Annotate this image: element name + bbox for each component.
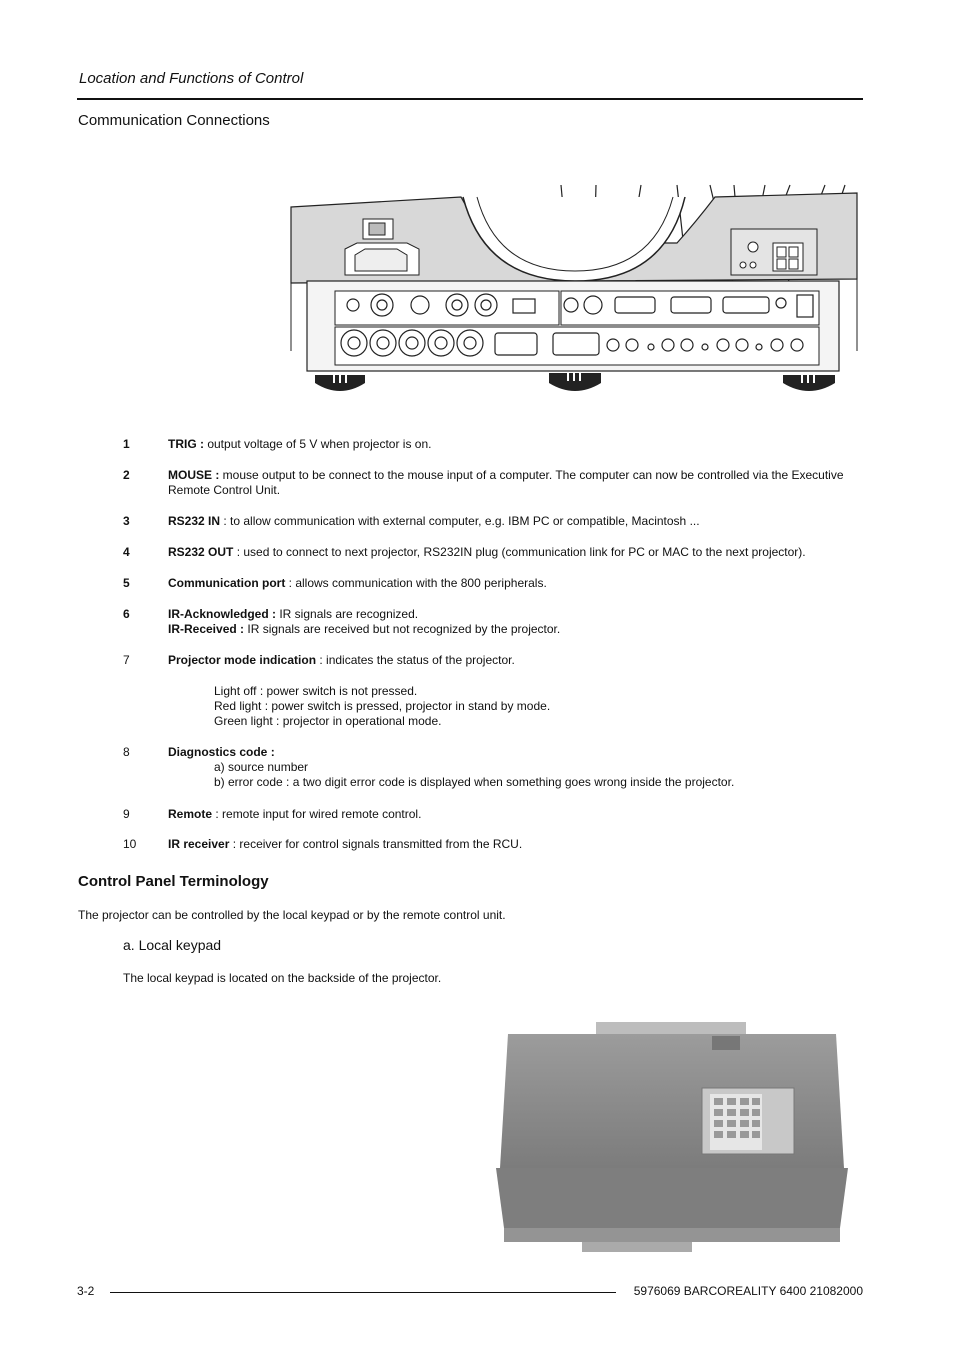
item-text: output voltage of 5 V when projector is on. (204, 437, 432, 451)
header-rule (77, 98, 863, 100)
list-item-mouse (123, 468, 863, 498)
page-number: 3-2 (77, 1284, 95, 1298)
item-text-2: IR signals are received but not recognized by the projector. (244, 622, 561, 636)
list-item-projector-mode (123, 653, 863, 729)
projector-keypad-photo (492, 1018, 852, 1264)
list-item-diagnostics (123, 745, 863, 790)
item-label: RS232 OUT (168, 545, 234, 559)
item-number: 3 (123, 514, 130, 528)
item-label: Communication port (168, 576, 286, 590)
item-number: 4 (123, 545, 130, 559)
item-text: : allows communication with the 800 peripherals. (285, 576, 547, 590)
item-number: 1 (123, 437, 130, 451)
item-text: mouse output to be connect to the mouse input of a computer. The computer can now be controlled via the Executive Remote Control Unit. (168, 468, 844, 497)
item-text: : to allow communication with external computer, e.g. IBM PC or compatible, Macintosh ... (220, 514, 700, 528)
header-title: Location and Functions of Control (79, 70, 304, 87)
sub-line: Green light : projector in operational mode. (214, 714, 442, 728)
item-text: IR signals are recognized. (276, 607, 419, 621)
local-keypad-text: The local keypad is located on the backside of the projector. (123, 971, 442, 985)
sub-line: Red light : power switch is pressed, projector in stand by mode. (214, 699, 551, 713)
item-text: : used to connect to next projector, RS232IN plug (communication link for PC or MAC to the next projector). (233, 545, 806, 559)
item-number: 9 (123, 807, 130, 821)
item-label-2: IR-Received : (168, 622, 245, 636)
item-label: RS232 IN (168, 514, 221, 528)
list-item-trig (123, 437, 863, 452)
item-label: IR receiver (168, 837, 230, 851)
sub-line: a) source number (214, 760, 309, 774)
control-panel-heading: Control Panel Terminology (78, 873, 269, 890)
item-text: : indicates the status of the projector. (316, 653, 515, 667)
item-number: 8 (123, 745, 130, 759)
item-label: Projector mode indication (168, 653, 317, 667)
item-number: 7 (123, 653, 130, 667)
item-label: MOUSE : (168, 468, 220, 482)
item-number: 10 (123, 837, 137, 851)
projector-rear-diagram (285, 183, 865, 405)
list-item-rs232-out (123, 545, 863, 560)
list-item-remote (123, 807, 863, 822)
list-item-ir-receiver (123, 837, 863, 852)
document-id: 5976069 BARCOREALITY 6400 21082000 (633, 1284, 863, 1298)
item-text: : receiver for control signals transmitted from the RCU. (229, 837, 523, 851)
list-item-communication-port (123, 576, 863, 591)
section-title: Communication Connections (78, 112, 270, 129)
item-label: IR-Acknowledged : (168, 607, 277, 621)
list-item-ir-status (123, 607, 863, 637)
sub-line: Light off : power switch is not pressed. (214, 684, 418, 698)
control-panel-intro: The projector can be controlled by the local keypad or by the remote control unit. (78, 908, 506, 922)
list-item-rs232-in (123, 514, 863, 529)
item-label: TRIG : (168, 437, 204, 451)
local-keypad-heading: a. Local keypad (123, 937, 222, 953)
item-text: : remote input for wired remote control. (212, 807, 422, 821)
item-number: 5 (123, 576, 130, 590)
sub-line: b) error code : a two digit error code is displayed when something goes wrong inside the projector. (214, 775, 735, 789)
item-number: 2 (123, 468, 130, 482)
item-label: Diagnostics code : (168, 745, 275, 759)
footer-rule (110, 1292, 616, 1293)
item-number: 6 (123, 607, 130, 621)
item-label: Remote (168, 807, 213, 821)
